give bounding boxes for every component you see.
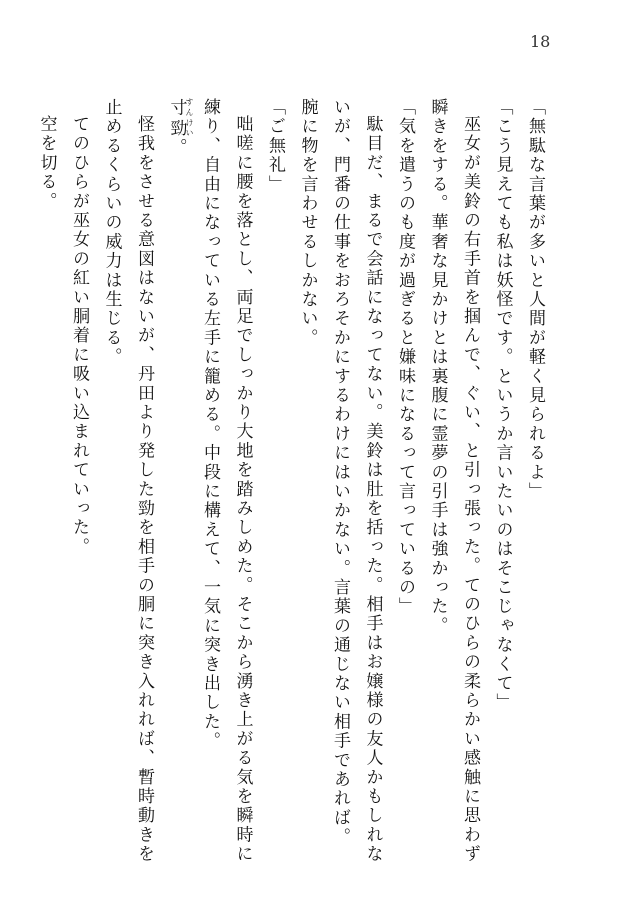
ruby-term	[166, 98, 194, 139]
ruby-base: 寸勁	[166, 98, 187, 139]
paragraph-7: いが、門番の仕事をおろそかにするわけにはいかない。言葉の通じない相手であれば。	[330, 98, 350, 847]
body-text	[30, 98, 551, 868]
paragraph-14: 止めるくらいの威力は生じる。	[101, 98, 122, 367]
paragraph-11: 練り、自由になっている左手に籠める。中段に構えて、一気に突き出した。	[200, 98, 220, 751]
paragraph-5: 「気を遣うのも度が過ぎると嫌味になるって言っているの」	[395, 98, 415, 617]
paragraph-2: 「こう見えても私は妖怪です。というか言いたいのはそこじゃなくて」	[492, 98, 513, 713]
paragraph-1: 「無駄な言葉が多いと人間が軽く見られるよ」	[525, 98, 545, 502]
ruby-reading: すんけい	[185, 98, 194, 139]
paragraph-8: 腕に物を言わせるしかない。	[297, 98, 318, 348]
paragraph-15: てのひらが巫女の紅い胴着に吸い込まれていった。	[69, 115, 89, 557]
ruby-trailing: 。	[166, 138, 187, 158]
paragraph-4: 瞬きをする。華奢な見かけとは裏腹に霊夢の引手は強かった。	[427, 98, 448, 636]
paragraph-9: 「ご無礼」	[265, 98, 285, 194]
paragraph-12-ruby	[160, 98, 194, 868]
paragraph-10: 咄嗟に腰を落とし、両足でしっかり大地を踏みしめた。そこから湧き上がる気を瞬時に	[232, 115, 253, 864]
paragraph-16: 空を切る。	[36, 115, 57, 211]
paragraph-13: 怪我をさせる意図はないが、丹田より発した勁を相手の胴に突き入れれば、暫時動きを	[134, 115, 154, 864]
paragraph-6: 駄目だ、まるで会話になってない。美鈴は肚を括った。相手はお嬢様の友人かもしれな	[362, 115, 383, 864]
page-number: 18	[530, 32, 551, 51]
paragraph-3: 巫女が美鈴の右手首を掴んで、ぐい、と引っ張った。てのひらの柔らかい感触に思わず	[460, 115, 480, 864]
